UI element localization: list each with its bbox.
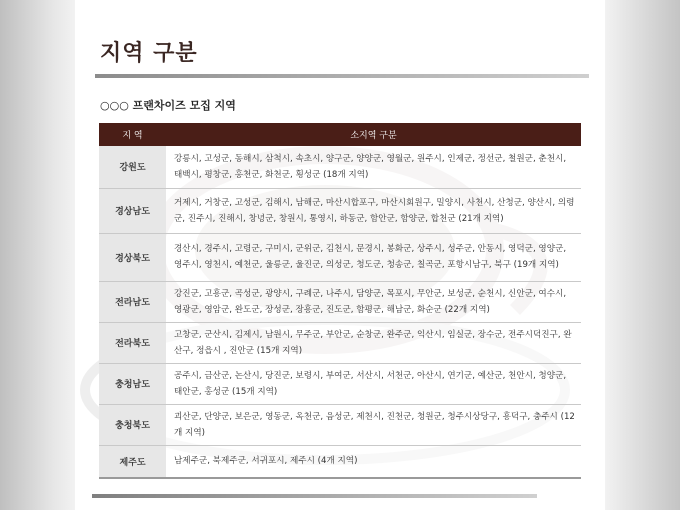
region-cell: 전라남도: [99, 281, 166, 322]
subregion-cell: 경산시, 경주시, 고령군, 구미시, 군위군, 김천시, 문경시, 봉화군, 상주시, 성주군, 안동시, 영덕군, 영양군, 영주시, 영천시, 예천군, 울릉군, 울진군, 의성군, 청도군, 청송군, 칠곡군, 포항시남구, 북구 (19개 지역): [166, 233, 581, 281]
table-row: [99, 363, 581, 404]
subregion-cell: 괴산군, 단양군, 보은군, 영동군, 옥천군, 음성군, 제천시, 진천군, 청원군, 청주시상당구, 흥덕구, 충주시 (12개 지역): [166, 404, 581, 445]
table-header-row: [99, 123, 581, 146]
region-cell: 전라북도: [99, 322, 166, 363]
page-title: 지역 구분: [100, 41, 198, 66]
column-header-region: 지 역: [99, 123, 166, 146]
table-row: [99, 233, 581, 281]
table-row: [99, 445, 581, 478]
right-background-band: [605, 0, 680, 510]
title-underline: [95, 74, 589, 78]
region-table: [99, 123, 581, 479]
column-header-subregions: 소지역 구분: [166, 123, 581, 146]
left-background-band: [0, 0, 75, 510]
table-row: [99, 404, 581, 445]
subregion-cell: 공주시, 금산군, 논산시, 당진군, 보령시, 부여군, 서산시, 서천군, 아산시, 연기군, 예산군, 천안시, 청양군, 태안군, 홍성군 (15개 지역): [166, 363, 581, 404]
table-row: [99, 322, 581, 363]
region-cell: 경상북도: [99, 233, 166, 281]
region-cell: 강원도: [99, 146, 166, 188]
table-row: [99, 281, 581, 322]
subregion-cell: 거제시, 거창군, 고성군, 김해시, 남해군, 마산시합포구, 마산시회원구, 밀양시, 사천시, 산청군, 양산시, 의령군, 진주시, 진해시, 창녕군, 창원시, 통영시, 하동군, 함안군, 함양군, 합천군 (21개 지역): [166, 188, 581, 233]
footer-line: [92, 494, 537, 498]
region-cell: 충청북도: [99, 404, 166, 445]
table-row: [99, 146, 581, 188]
region-cell: 충청남도: [99, 363, 166, 404]
subregion-cell: 남제주군, 북제주군, 서귀포시, 제주시 (4개 지역): [166, 445, 581, 478]
table-row: [99, 188, 581, 233]
subregion-cell: 강진군, 고흥군, 곡성군, 광양시, 구례군, 나주시, 담양군, 목포시, 무안군, 보성군, 순천시, 신안군, 여수시, 영광군, 영암군, 완도군, 장성군, 장흥군, 진도군, 함평군, 해남군, 화순군 (22개 지역): [166, 281, 581, 322]
region-cell: 경상남도: [99, 188, 166, 233]
section-subtitle: ○○○ 프랜차이즈 모집 지역: [100, 99, 236, 112]
region-cell: 제주도: [99, 445, 166, 478]
subregion-cell: 고창군, 군산시, 김제시, 남원시, 무주군, 부안군, 순창군, 완주군, 익산시, 임실군, 장수군, 전주시덕진구, 완산구, 정읍시 , 진안군 (15개 지역): [166, 322, 581, 363]
subregion-cell: 강릉시, 고성군, 동해시, 삼척시, 속초시, 양구군, 양양군, 영월군, 원주시, 인제군, 정선군, 철원군, 춘천시, 태백시, 평창군, 홍천군, 화천군, 횡성군 (18개 지역): [166, 146, 581, 188]
